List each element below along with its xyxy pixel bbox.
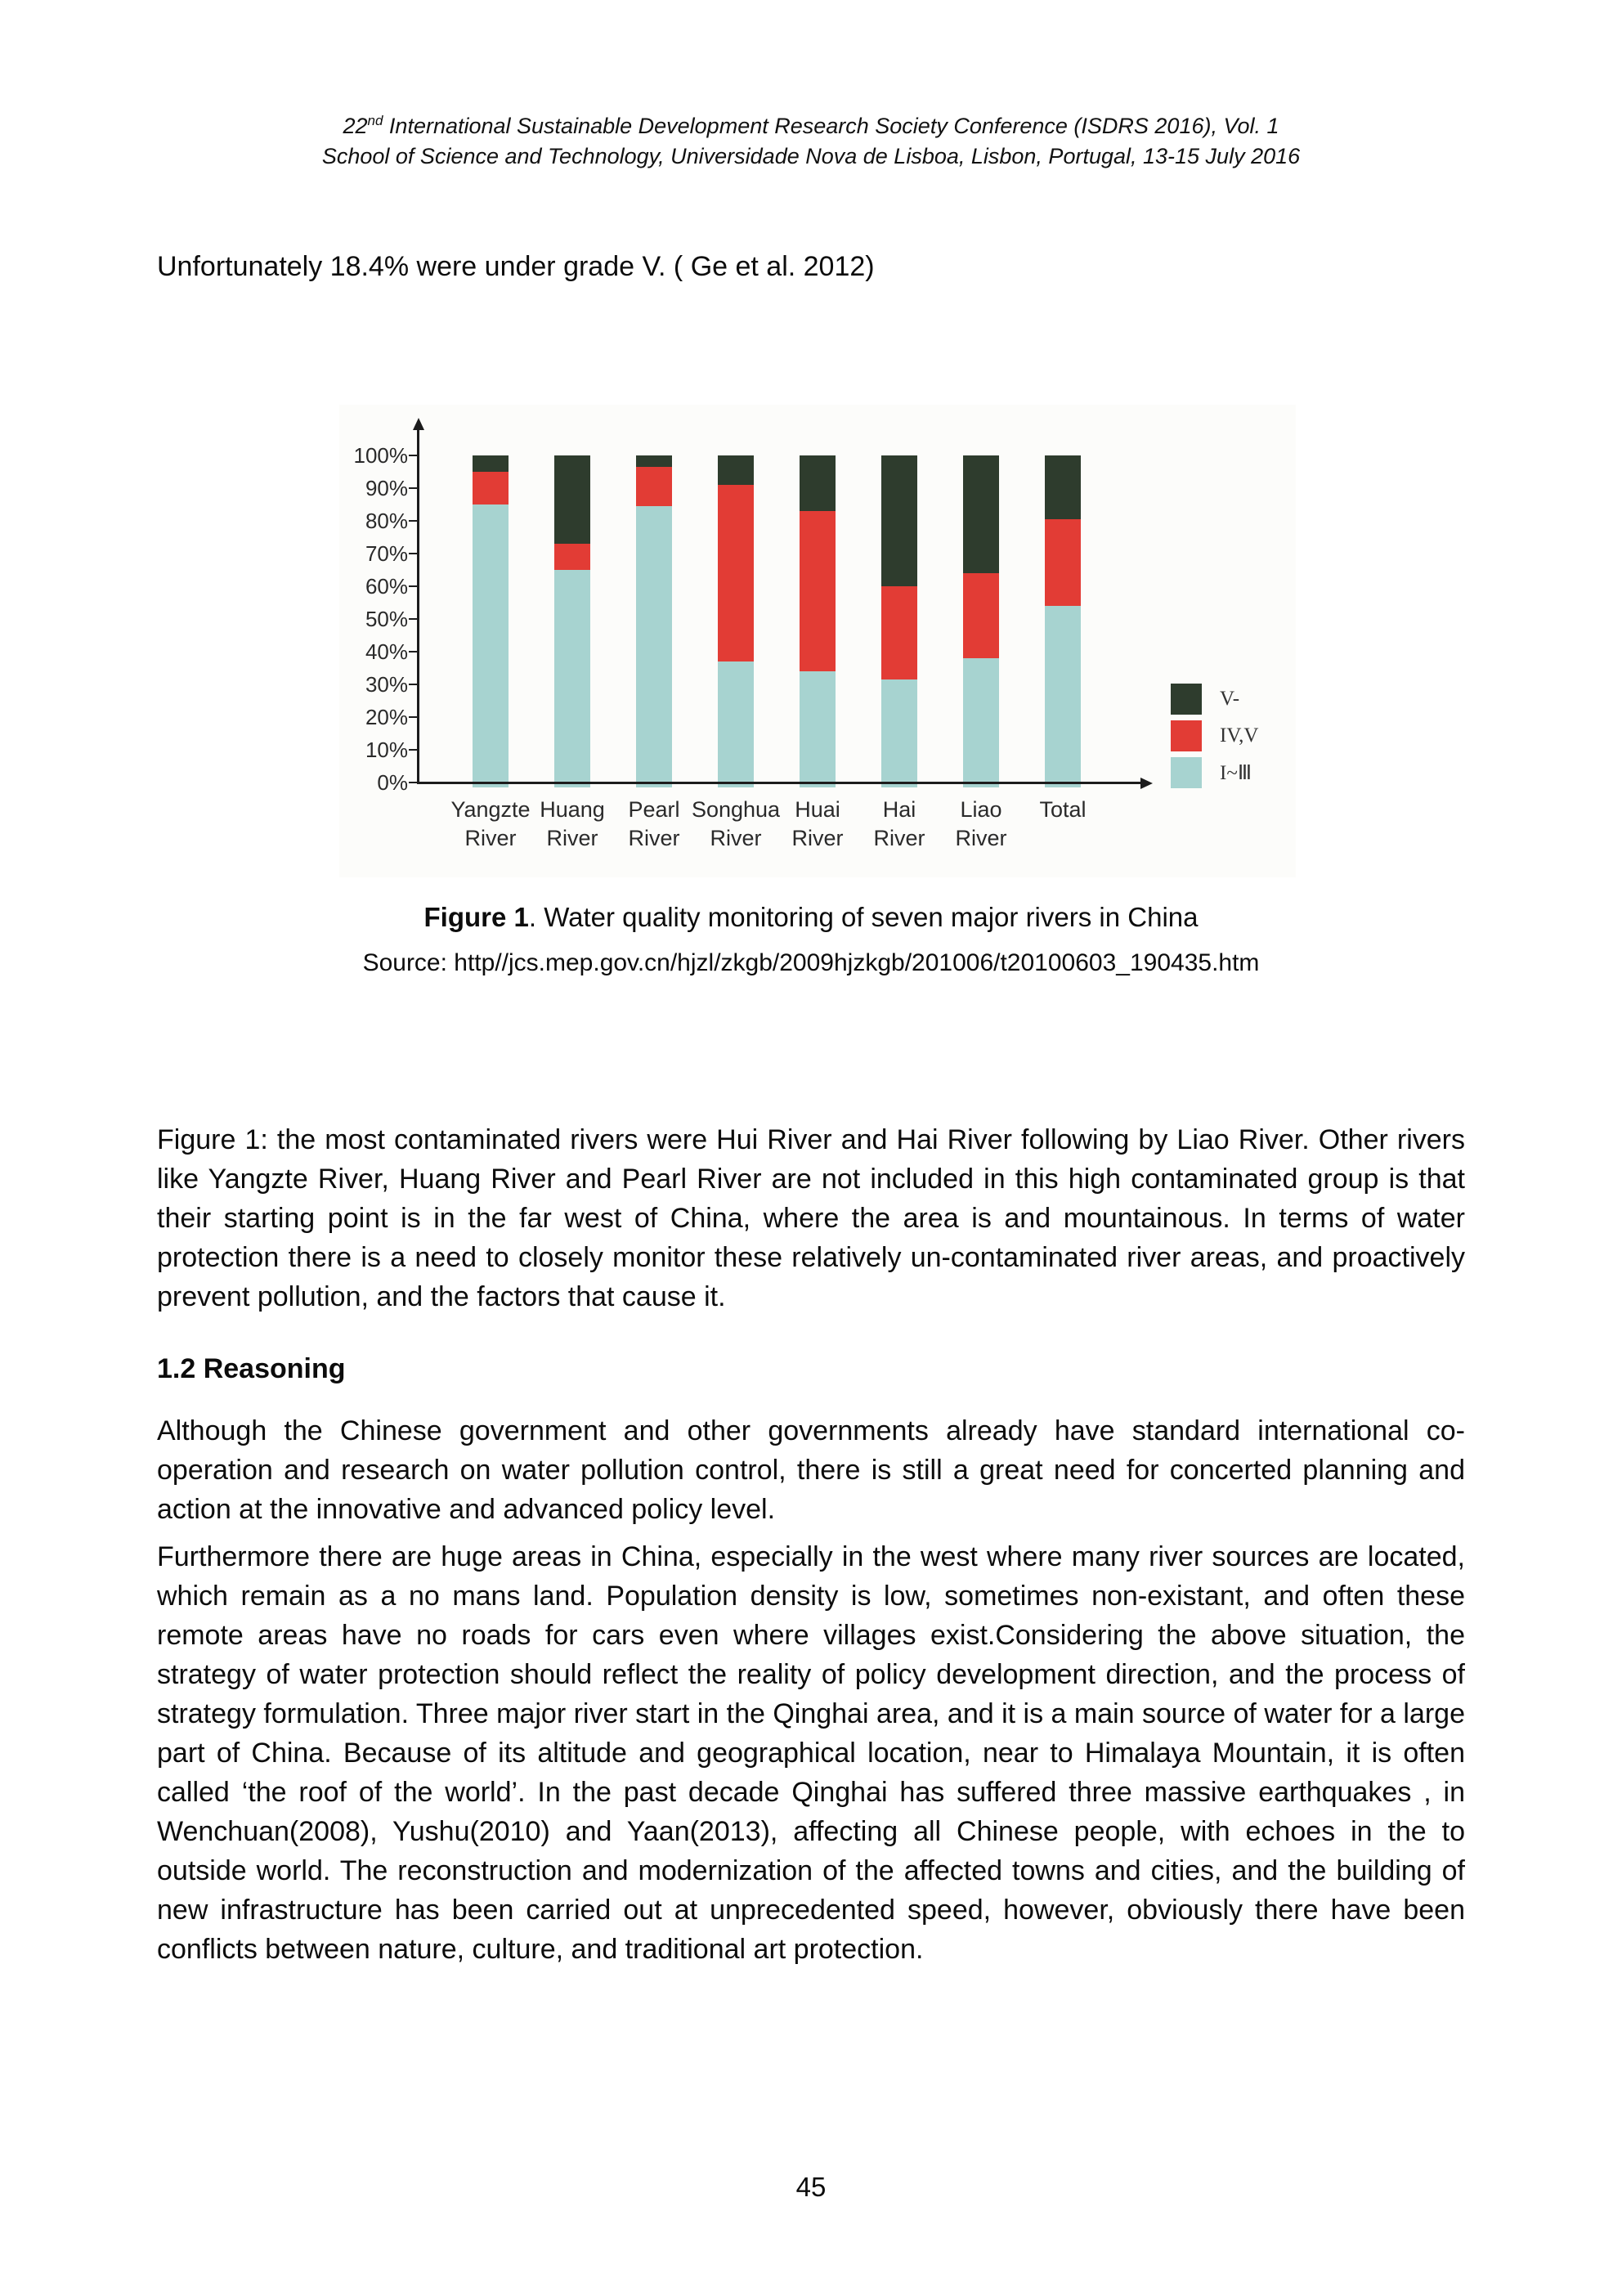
plot-area [417,455,1128,783]
x-category-label-line: Songhua [691,797,781,822]
figure1-chart [339,405,1296,877]
figure-caption [0,899,1622,935]
y-tick-label: 20% [365,705,408,729]
bar-segment [718,485,754,661]
bar-segment [800,455,836,511]
y-tick-mark [409,651,417,652]
legend-item [1171,757,1258,788]
x-category-label-line: River [464,826,517,850]
y-axis-labels [339,443,408,795]
bar-segment [963,455,999,573]
header-line-2: School of Science and Technology, Universidade Nova de Lisboa, Lisbon, Portugal, 13-15 July 2016 [321,144,1301,168]
legend-item [1171,684,1258,715]
y-tick-mark [409,684,417,685]
figure-caption-label: Figure 1 [423,902,529,932]
reasoning-paragraph-2: Furthermore there are huge areas in China, especially in the west where many river sources are located, which remain as a no mans land. Population density is low, sometimes non-existant, and often these remote areas have no roads for cars even where villages exist.Considering the above situation, the strategy of water protection should reflect the reality of policy development direction, and the process of strategy formulation. Three major river start in the Qinghai area, and it is a main source of water for a large part of China. Because of its altitude and geographical location, near to Himalaya Mountain, it is often called ‘the roof of the world’. In the past decade Qinghai has suffered three massive earthquakes , in Wenchuan(2008), Yushu(2010) and Yaan(2013), affecting all Chinese people, with echoes in the to outside world. The reconstruction and modernization of the affected towns and cities, and the building of new infrastructure has been carried out at unprecedented speed, however, obviously there have been conflicts between nature, culture, and traditional art protection. [157,1541,1465,1965]
header-line-1: 22nd International Sustainable Development Research Society Conference (ISDRS 2016), Vol. 1 [343,113,1279,138]
y-tick-label: 0% [377,770,408,795]
y-axis-line [417,429,419,784]
x-category-label-line: Huai [795,797,840,822]
legend-swatch [1171,757,1202,788]
x-category-label-line: Liao [960,797,1002,822]
x-category-label-line: River [955,826,1007,850]
x-category-label-line: River [791,826,844,850]
x-category-label-line: Huang [540,797,605,822]
bar-segment [473,472,509,504]
x-category-label-line: Hai [882,797,916,822]
figure-source: Source: http//jcs.mep.gov.cn/hjzl/zkgb/2009hjzkgb/201006/t20100603_190435.htm [362,949,1260,976]
x-category-label-line: River [546,826,598,850]
y-tick-label: 60% [365,574,408,599]
bar-segment [800,511,836,671]
legend-label: V- [1220,688,1240,710]
bar-segment [718,455,754,485]
chart-legend [1171,684,1258,788]
y-tick-label: 40% [365,639,408,664]
y-tick-label: 90% [365,476,408,500]
x-category-label-line: River [710,826,762,850]
y-tick-mark [409,782,417,783]
legend-item [1171,720,1258,751]
page-number: 45 [795,2172,827,2202]
bar-segment [881,586,917,679]
bar-segment [800,671,836,787]
bar-segment [554,570,590,787]
x-axis-arrow-icon [1140,778,1153,789]
bar-segment [636,467,672,506]
bar-segment [881,679,917,787]
y-tick-label: 70% [365,541,408,566]
bar-segment [636,455,672,467]
x-category-label-line: River [873,826,925,850]
legend-label: IV,V [1220,724,1259,747]
y-tick-mark [409,520,417,522]
x-category-label [1001,796,1124,824]
bar-segment [1045,519,1081,606]
y-tick-label: 100% [353,443,408,468]
bar-segment [473,504,509,787]
bar-segment [473,455,509,472]
section-heading: 1.2 Reasoning [157,1353,346,1385]
ordinal-superscript: nd [367,113,383,128]
bar-segment [718,661,754,787]
bar-segment [963,573,999,658]
figure-discussion-paragraph: Figure 1: the most contaminated rivers were Hui River and Hai River following by Liao River. Other rivers like Yangzte River, Huang River and Pearl River are not included in this high contaminated group is that their starting point is in the far west of China, where the area is and mountainous. In terms of water protection there is a need to closely monitor these relatively un-contaminated river areas, and proactively prevent pollution, and the factors that cause it. [157,1124,1465,1312]
x-category-label-line: Total [1039,797,1087,822]
bar-segment [1045,606,1081,787]
figure-caption-text: . Water quality monitoring of seven major rivers in China [528,902,1199,932]
y-tick-mark [409,618,417,620]
y-tick-label: 80% [365,509,408,533]
bar-segment [963,658,999,787]
x-axis-line [417,782,1140,784]
y-tick-label: 30% [365,672,408,697]
x-category-label-line: Yangzte [450,797,531,822]
y-tick-label: 50% [365,607,408,631]
y-tick-label: 10% [365,738,408,762]
bar-segment [881,455,917,586]
y-tick-mark [409,585,417,587]
intro-paragraph: Unfortunately 18.4% were under grade V. ( Ge et al. 2012) [157,251,875,282]
y-tick-mark [409,455,417,456]
legend-label: I~Ⅲ [1220,762,1252,784]
y-tick-mark [409,716,417,718]
y-tick-mark [409,553,417,554]
legend-swatch [1171,720,1202,751]
bar-segment [554,455,590,544]
x-category-label-line: River [628,826,680,850]
bar-segment [554,544,590,570]
y-tick-mark [409,487,417,489]
bar-segment [1045,455,1081,519]
running-header [0,111,1622,172]
y-axis-arrow-icon [413,418,424,430]
x-category-label-line: Pearl [628,797,680,822]
legend-swatch [1171,684,1202,715]
reasoning-paragraph-1: Although the Chinese government and other governments already have standard international co-operation and research on water pollution control, there is still a great need for concerted planning and action at the innovative and advanced policy level. [157,1415,1465,1525]
bar-segment [636,506,672,787]
x-axis-labels [417,796,1128,869]
y-tick-mark [409,749,417,751]
